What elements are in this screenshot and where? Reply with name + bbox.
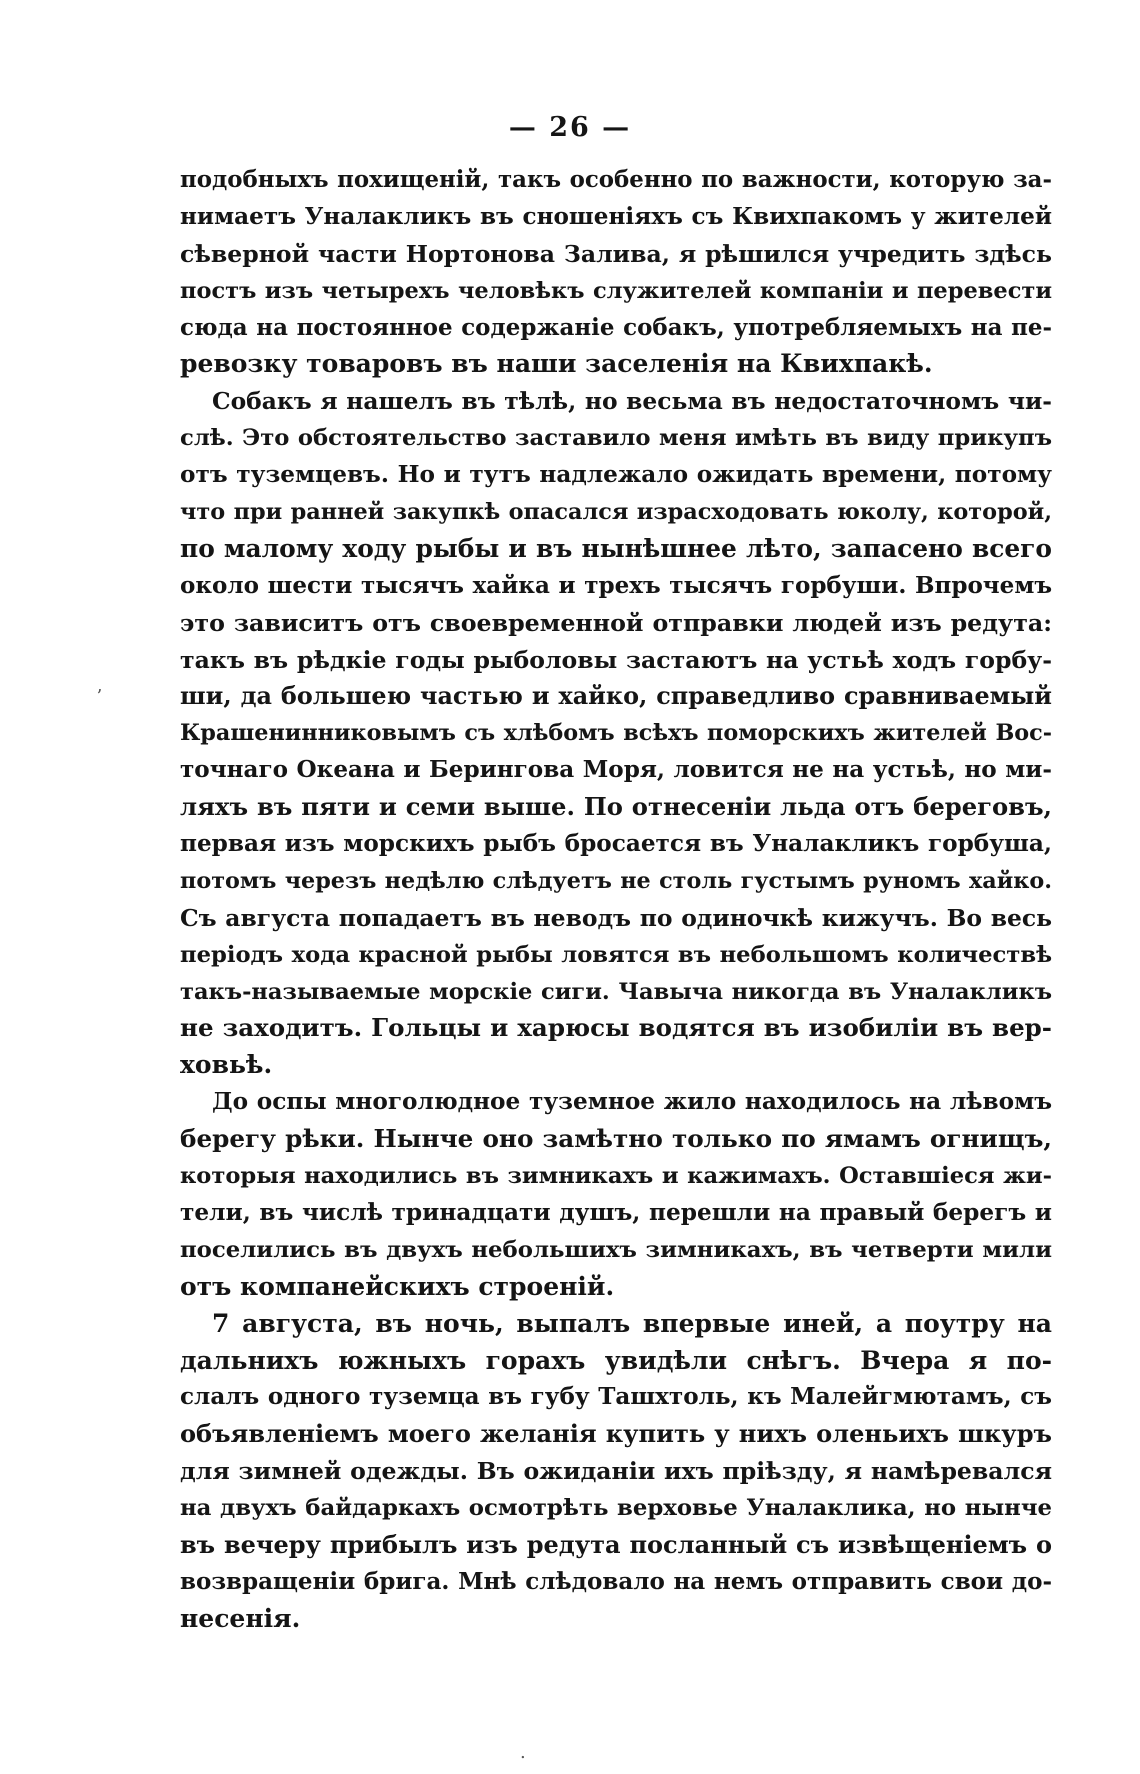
text-line: поселились въ двухъ небольшихъ зимникахъ, въ четверти мили [180, 1236, 1052, 1263]
text-line: ховьѣ. [180, 1050, 273, 1080]
text-line: отъ компанейскихъ строеній. [180, 1271, 615, 1301]
text-line: берегу рѣки. Нынче оно замѣтно только по ямамъ огнищъ, [180, 1124, 1052, 1154]
text-line: Съ августа попадаетъ въ неводъ по одиночкѣ кижучъ. Во весь [180, 903, 1052, 932]
text-line: Собакъ я нашелъ въ тѣлѣ, но весьма въ недостаточномъ чи- [212, 387, 1052, 416]
text-line: потомъ черезъ недѣлю слѣдуетъ не столь густымъ руномъ хайко. [180, 867, 1052, 894]
text-line: на двухъ байдаркахъ осмотрѣть верховье Уналаклика, но нынче [180, 1495, 1052, 1522]
text-line: ревозку товаровъ въ наши заселенія на Квихпакѣ. [180, 349, 933, 379]
text-line: такъ въ рѣдкіе годы рыболовы застаютъ на устьѣ ходъ горбу- [180, 645, 1052, 674]
text-line: постъ изъ четырехъ человѣкъ служителей компаніи и перевести [180, 277, 1052, 304]
text-line: по малому ходу рыбы и въ нынѣшнее лѣто, запасено всего [180, 533, 1052, 563]
text-line: сюда на постоянное содержаніе собакъ, употребляемыхъ на пе- [180, 313, 1052, 341]
text-line: слѣ. Это обстоятельство заставило меня имѣть въ виду прикупъ [180, 425, 1052, 452]
text-line: что при ранней закупкѣ опасался израсходовать юколу, которой, [180, 499, 1052, 526]
text-line: Крашенинниковымъ съ хлѣбомъ всѣхъ поморскихъ жителей Вос- [180, 720, 1052, 747]
text-line: тели, въ числѣ тринадцати душъ, перешли на правый берегъ и [180, 1198, 1052, 1226]
text-line: слалъ одного туземца въ губу Ташхтоль, къ Малейгмютамъ, съ [180, 1383, 1052, 1411]
text-line: несенія. [180, 1603, 301, 1633]
text-line: для зимней одежды. Въ ожиданіи ихъ пріѣзду, я намѣревался [180, 1457, 1052, 1486]
text-line: это зависитъ отъ своевременной отправки людей изъ редута: [180, 608, 1052, 637]
text-line: первая изъ морскихъ рыбъ бросается въ Уналакликъ горбуша, [180, 830, 1052, 858]
text-line: сѣверной части Нортонова Залива, я рѣшился учредить здѣсь [180, 239, 1052, 268]
text-line: періодъ хода красной рыбы ловятся въ небольшомъ количествѣ [180, 941, 1052, 968]
text-line: До оспы многолюдное туземное жило находилось на лѣвомъ [212, 1088, 1052, 1116]
text-line: нимаетъ Уналакликъ въ сношеніяхъ съ Квихпакомъ у жителей [180, 202, 1052, 230]
text-line: которыя находились въ зимникахъ и кажимахъ. Оставшіеся жи- [180, 1163, 1052, 1190]
text-line: возвращеніи брига. Мнѣ слѣдовало на немъ отправить свои до- [180, 1567, 1052, 1595]
text-line: точнаго Океана и Берингова Моря, ловится не на устьѣ, но ми- [180, 756, 1052, 784]
text-line: не заходитъ. Гольцы и харюсы водятся въ изобиліи въ вер- [180, 1013, 1052, 1043]
text-line: отъ туземцевъ. Но и тутъ надлежало ожидать времени, потому [180, 461, 1052, 489]
text-line: въ вечеру прибылъ изъ редута посланный съ извѣщеніемъ о [180, 1529, 1052, 1559]
text-line: такъ-называемые морскіе сиги. Чавыча никогда въ Уналакликъ [180, 978, 1052, 1005]
print-speck: ʼ [96, 686, 102, 707]
body-text [180, 162, 1052, 1638]
text-line: ши, да большею частью и хайко, справедливо сравниваемый [180, 682, 1052, 711]
text-line: дальнихъ южныхъ горахъ увидѣли снѣгъ. Вчера я по- [180, 1345, 1052, 1375]
text-line: около шести тысячъ хайка и трехъ тысячъ горбуши. Впрочемъ [180, 571, 1052, 599]
text-line: ляхъ въ пяти и семи выше. По отнесеніи льда отъ береговъ, [180, 792, 1052, 822]
page-number: — 26 — [508, 112, 632, 143]
print-speck: . [520, 1742, 526, 1763]
text-line: 7 августа, въ ночь, выпалъ впервые иней, а поутру на [212, 1308, 1052, 1338]
text-line: объявленіемъ моего желанія купить у нихъ оленьихъ шкуръ [180, 1419, 1052, 1449]
text-line: подобныхъ похищеній, такъ особенно по важности, которую за- [180, 167, 1052, 193]
